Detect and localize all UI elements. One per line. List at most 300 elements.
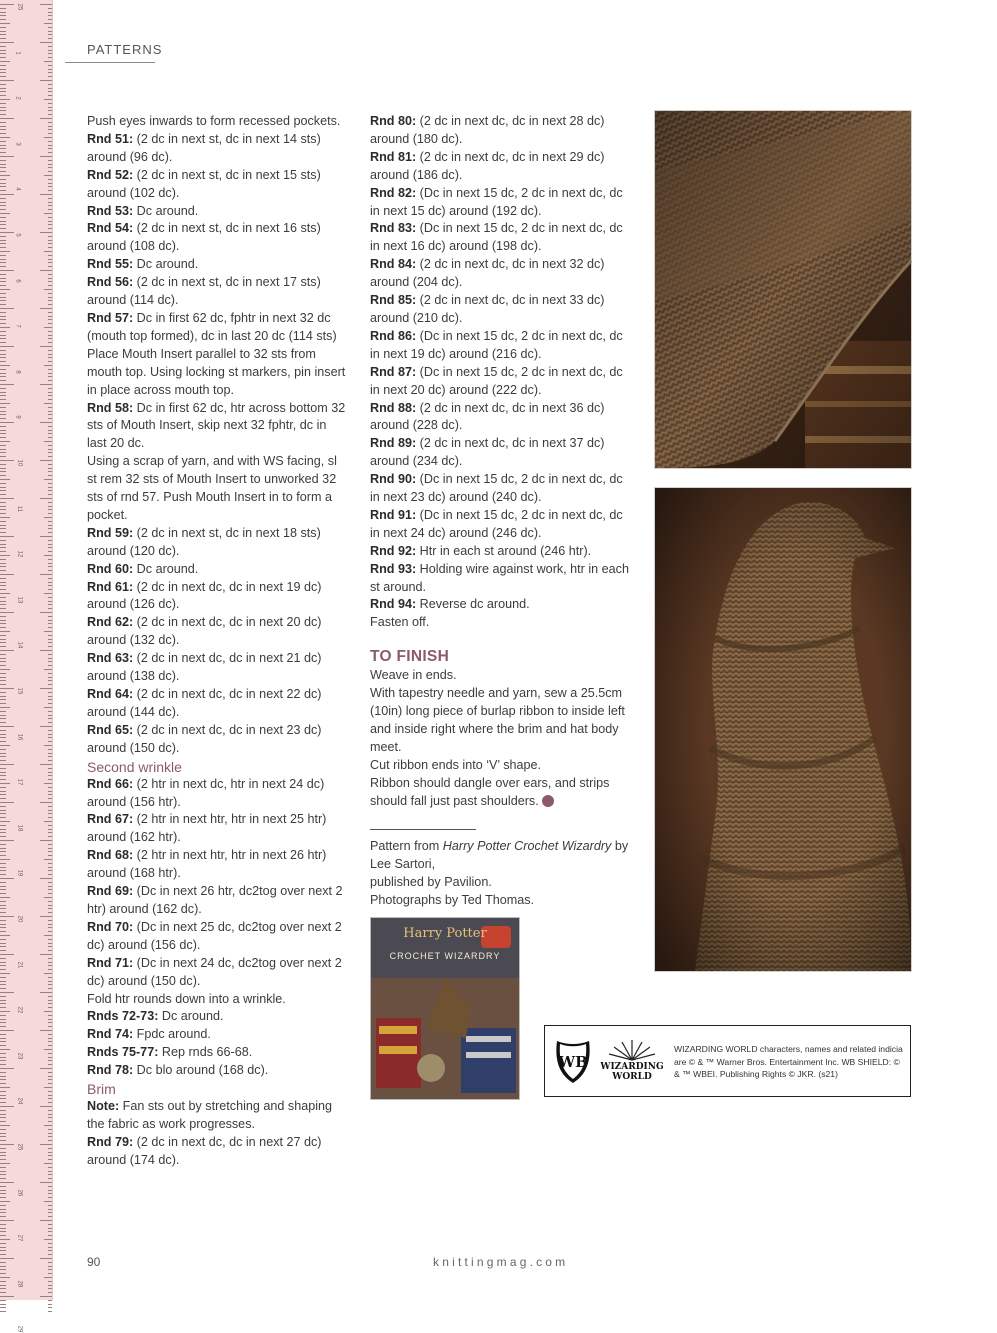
ruler-tick (44, 441, 52, 442)
ruler-tick (0, 407, 6, 408)
ruler-tick (48, 103, 52, 104)
ruler-tick (48, 730, 52, 731)
ruler-label: 22 (16, 1006, 23, 1014)
ruler-tick (0, 1045, 6, 1046)
ruler-tick (48, 927, 52, 928)
ruler-tick (40, 802, 52, 803)
ruler-tick (0, 996, 6, 997)
ruler-tick (0, 1258, 14, 1259)
ruler-tick (0, 920, 6, 921)
ruler-tick (48, 456, 52, 457)
ruler-tick (0, 12, 6, 13)
ruler-tick (0, 886, 6, 887)
round-label: Rnd 84: (370, 257, 417, 272)
ruler-tick (0, 726, 14, 727)
ruler-tick (0, 422, 14, 423)
ruler-tick (0, 418, 6, 419)
ruler-tick (0, 414, 6, 415)
ruler-tick (48, 627, 52, 628)
ruler-tick (44, 61, 52, 62)
ruler-tick (40, 498, 52, 499)
ruler-tick (44, 783, 52, 784)
ruler-tick (0, 943, 6, 944)
ruler-tick (0, 297, 6, 298)
copyright-text: WIZARDING WORLD characters, names and related indicia are © & ™ Warner Bros. Entertainment Inc. WB SHIELD: © & ™ WBEI. Publishing Rights © JKR. (s21) (674, 1044, 903, 1079)
ruler-tick (0, 1266, 6, 1267)
ruler-tick (48, 958, 52, 959)
ruler-tick (48, 654, 52, 655)
round-label: Rnd 79: (87, 1134, 134, 1149)
ruler-tick (0, 775, 6, 776)
ruler-tick (48, 414, 52, 415)
copyright-notice-box (544, 1025, 911, 1097)
ruler-tick (0, 452, 6, 453)
ruler-tick (0, 840, 14, 841)
ruler-tick (0, 973, 10, 974)
pattern-instruction (370, 113, 632, 149)
ruler-tick (0, 392, 6, 393)
ruler-tick (48, 760, 52, 761)
ruler-tick (48, 69, 52, 70)
pattern-instruction (87, 167, 349, 203)
ruler-tick (48, 221, 52, 222)
ruler-tick (48, 1193, 52, 1194)
ruler-tick (48, 582, 52, 583)
ruler-tick (40, 384, 52, 385)
ruler-tick (0, 897, 10, 898)
pattern-instruction (87, 1044, 349, 1062)
ruler-tick (0, 1159, 6, 1160)
ruler-tick (48, 171, 52, 172)
ruler-tick (0, 540, 6, 541)
ruler-tick (0, 99, 10, 100)
ruler-tick (0, 528, 6, 529)
round-text: Dc in first 62 dc, htr across bottom 32 sts of Mouth Insert, skip next 32 fphtr, dc in last 20 dc. (87, 400, 346, 451)
ruler-tick (48, 452, 52, 453)
round-label: Rnd 58: (87, 400, 134, 415)
ruler-tick (48, 863, 52, 864)
ruler-tick (48, 1057, 52, 1058)
ruler-tick (48, 426, 52, 427)
ruler-tick (48, 1007, 52, 1008)
ruler-label: 15 (16, 687, 23, 695)
website-url[interactable]: knittingmag.com (433, 1255, 569, 1269)
ruler-tick (0, 855, 6, 856)
ruler-tick (44, 23, 52, 24)
ruler-tick (0, 1190, 6, 1191)
ruler-tick (0, 927, 6, 928)
ruler-tick (48, 8, 52, 9)
ruler-tick (40, 80, 52, 81)
ruler-tick (0, 1000, 6, 1001)
ruler-tick (48, 373, 52, 374)
ruler-tick (0, 1171, 6, 1172)
ruler-tick (0, 464, 6, 465)
round-text: (2 dc in next dc, dc in next 27 dc) around (174 dc). (87, 1134, 322, 1167)
ruler-tick (48, 699, 52, 700)
ruler-tick (48, 749, 52, 750)
ruler-tick (0, 1053, 6, 1054)
ruler-tick (48, 183, 52, 184)
ruler-tick (48, 601, 52, 602)
ruler-tick (48, 31, 52, 32)
round-label: Rnd 62: (87, 615, 134, 630)
ruler-tick (0, 1178, 6, 1179)
ruler-tick (44, 555, 52, 556)
ruler-tick (48, 445, 52, 446)
ruler-tick (48, 1171, 52, 1172)
ruler-label: 3 (14, 142, 21, 146)
ruler-tick (0, 1235, 6, 1236)
ruler-tick (48, 12, 52, 13)
ruler-tick (44, 213, 52, 214)
ruler-tick (48, 737, 52, 738)
ruler-tick (44, 1049, 52, 1050)
ruler-tick (0, 384, 14, 385)
ruler-tick (0, 912, 6, 913)
ruler-tick (0, 403, 10, 404)
round-label: Rnd 78: (87, 1063, 134, 1078)
ruler-tick (48, 513, 52, 514)
ruler-tick (0, 661, 6, 662)
ruler-tick (0, 240, 6, 241)
ruler-tick (48, 965, 52, 966)
pattern-instruction (87, 991, 349, 1009)
ruler-tick (48, 392, 52, 393)
ruler-tick (48, 680, 52, 681)
ruler-tick (48, 874, 52, 875)
ruler-tick (0, 1292, 6, 1293)
pattern-instruction (87, 131, 349, 167)
ruler-label: 8 (14, 370, 21, 374)
book-cover-title: Harry Potter (403, 926, 487, 941)
ruler-tick (48, 825, 52, 826)
ruler-tick (48, 399, 52, 400)
ruler-tick (48, 1167, 52, 1168)
ruler-tick (48, 46, 52, 47)
pattern-instruction (370, 185, 632, 221)
ruler-tick (48, 578, 52, 579)
round-text: (2 htr in next htr, htr in next 25 htr) around (162 htr). (87, 812, 327, 845)
ruler-tick (0, 1239, 10, 1240)
round-text: (Dc in next 15 dc, 2 dc in next dc, dc in next 19 dc) around (216 dc). (370, 328, 623, 361)
ruler-tick (0, 722, 6, 723)
ruler-tick (0, 107, 6, 108)
round-text: (2 dc in next dc, dc in next 20 dc) around (132 dc). (87, 615, 322, 648)
ruler-label: 9 (14, 415, 21, 420)
round-text: (2 dc in next dc, dc in next 36 dc) around (228 dc). (370, 400, 605, 433)
ruler-tick (0, 1262, 6, 1263)
credit-photos: Photographs by Ted Thomas. (370, 893, 535, 908)
ruler-tick (0, 563, 6, 564)
pattern-instruction (87, 1026, 349, 1044)
ruler-tick (0, 430, 6, 431)
ruler-label: 10 (16, 459, 23, 467)
ruler-tick (48, 65, 52, 66)
ruler-tick (48, 882, 52, 883)
ruler-tick (0, 601, 6, 602)
ruler-tick (0, 593, 10, 594)
ruler-tick (0, 756, 6, 757)
round-text: Dc blo around (168 dc). (133, 1063, 269, 1078)
ruler-tick (0, 357, 6, 358)
ruler-tick (0, 889, 6, 890)
ruler-tick (48, 152, 52, 153)
ruler-tick (0, 810, 6, 811)
ruler-tick (48, 969, 52, 970)
ruler-tick (48, 620, 52, 621)
ruler-tick (0, 658, 6, 659)
round-label: Rnd 57: (87, 310, 134, 325)
ruler-tick (0, 848, 6, 849)
ruler-tick (0, 213, 10, 214)
ruler-tick (48, 262, 52, 263)
ruler-tick (48, 224, 52, 225)
round-label: Rnd 67: (87, 812, 134, 827)
ruler-tick (0, 1072, 6, 1073)
ruler-tick (48, 15, 52, 16)
ruler-tick (48, 1190, 52, 1191)
ruler-tick (48, 1121, 52, 1122)
ruler-label: 19 (16, 870, 23, 877)
ruler-tick (48, 563, 52, 564)
ruler-tick (48, 931, 52, 932)
ruler-tick (0, 57, 6, 58)
ruler-tick (0, 1095, 6, 1096)
ruler-tick (0, 281, 6, 282)
finish-line: Ribbon should dangle over ears, and strips should fall just past shoulders. (370, 775, 610, 808)
round-label: Rnds 75-77: (87, 1045, 159, 1060)
finish-line: Cut ribbon ends into ‘V’ shape. (370, 757, 542, 772)
ruler-tick (48, 756, 52, 757)
ruler-tick (0, 859, 10, 860)
ruler-tick (0, 137, 10, 138)
ruler-tick (0, 772, 6, 773)
ruler-tick (0, 768, 6, 769)
ruler-tick (48, 1095, 52, 1096)
ruler-tick (48, 53, 52, 54)
pattern-instruction (370, 256, 632, 292)
round-text: (Dc in next 15 dc, 2 dc in next dc, dc in next 20 dc) around (222 dc). (370, 364, 623, 397)
ruler-tick (0, 616, 6, 617)
ruler-tick (0, 802, 14, 803)
ruler-tick (48, 851, 52, 852)
ruler-tick (48, 1273, 52, 1274)
ruler-tick (48, 240, 52, 241)
ruler-tick (0, 1148, 6, 1149)
ruler-tick (0, 939, 6, 940)
ruler-tick (48, 57, 52, 58)
ruler-tick (48, 585, 52, 586)
ruler-tick (0, 794, 6, 795)
ruler-tick (0, 126, 6, 127)
ruler-tick (48, 475, 52, 476)
ruler-tick (44, 707, 52, 708)
ruler-tick (0, 650, 14, 651)
ruler-tick (0, 145, 6, 146)
ruler-tick (40, 156, 52, 157)
ruler-tick (0, 988, 6, 989)
ruler-tick (40, 650, 52, 651)
round-label: Rnd 83: (370, 221, 417, 236)
ruler-tick (40, 574, 52, 575)
ruler-tick (40, 1220, 52, 1221)
ruler-tick (0, 639, 6, 640)
ruler-tick (0, 635, 6, 636)
round-label: Rnd 61: (87, 579, 134, 594)
ruler-tick (44, 1239, 52, 1240)
ruler-tick (0, 308, 14, 309)
ruler-tick (0, 460, 14, 461)
ruler-label: 27 (16, 1234, 23, 1242)
ruler-tick (0, 1216, 6, 1217)
ruler-label: 14 (16, 642, 23, 649)
round-label: Rnd 66: (87, 776, 134, 791)
ruler-tick (48, 544, 52, 545)
ruler-tick (0, 544, 6, 545)
ruler-tick (48, 50, 52, 51)
round-label: Rnd 89: (370, 436, 417, 451)
round-label: Rnd 68: (87, 848, 134, 863)
pattern-instruction (370, 435, 632, 471)
ruler-tick (0, 304, 6, 305)
round-label: Rnd 65: (87, 722, 134, 737)
ruler-tick (48, 901, 52, 902)
ruler-tick (0, 23, 10, 24)
ruler-tick (0, 1152, 6, 1153)
ruler-tick (0, 395, 6, 396)
ruler-tick (48, 202, 52, 203)
finish-line: With tapestry needle and yarn, sew a 25.5cm (10in) long piece of burlap ribbon to inside left and inside right where the brim and hat body meet. (370, 686, 625, 754)
ruler-tick (40, 270, 52, 271)
pattern-instruction (87, 453, 349, 525)
ruler-tick (0, 1155, 6, 1156)
ruler-tick (0, 471, 6, 472)
ruler-tick (0, 15, 6, 16)
ruler-tick (48, 570, 52, 571)
round-label: Rnd 85: (370, 293, 417, 308)
ruler-tick (0, 114, 6, 115)
ruler-tick (48, 160, 52, 161)
ruler-tick (0, 331, 6, 332)
ruler-tick (0, 179, 6, 180)
ruler-tick (0, 327, 10, 328)
round-text: (Dc in next 26 htr, dc2tog over next 2 htr) around (162 dc). (87, 884, 343, 916)
ruler-tick (48, 703, 52, 704)
ruler-tick (48, 981, 52, 982)
credit-publisher: published by Pavilion. (370, 875, 492, 890)
ruler-tick (48, 1216, 52, 1217)
ruler-tick (0, 893, 6, 894)
page-number: 90 (87, 1255, 101, 1269)
round-text: (Dc in next 15 dc, 2 dc in next dc, dc in next 24 dc) around (246 dc). (370, 507, 623, 540)
ruler-tick (44, 745, 52, 746)
pattern-instruction (370, 292, 632, 328)
ruler-tick (48, 148, 52, 149)
ruler-tick (48, 886, 52, 887)
ruler-tick (0, 965, 6, 966)
ruler-tick (0, 278, 6, 279)
ruler-tick (0, 441, 10, 442)
ruler-tick (40, 1030, 52, 1031)
ruler-label: 29 (16, 1326, 23, 1333)
ruler-tick (48, 1254, 52, 1255)
ruler-tick (0, 688, 14, 689)
ruler-tick (48, 1083, 52, 1084)
ruler-tick (48, 832, 52, 833)
ruler-tick (0, 494, 6, 495)
round-text: (2 dc in next st, dc in next 14 sts) around (96 dc). (87, 131, 321, 164)
ruler-tick (48, 369, 52, 370)
round-text: (Dc in next 15 dc, 2 dc in next dc, dc in next 15 dc) around (192 dc). (370, 185, 623, 218)
ruler-tick (0, 426, 6, 427)
ruler-tick (0, 969, 6, 970)
ruler-tick (48, 323, 52, 324)
ruler-tick (0, 589, 6, 590)
ruler-tick (0, 1019, 6, 1020)
pattern-instruction (370, 471, 632, 507)
ruler-tick (0, 262, 6, 263)
ruler-tick (48, 114, 52, 115)
ruler-tick (48, 487, 52, 488)
round-text: Dc in first 62 dc, fphtr in next 32 dc (mouth top formed), dc in last 20 dc (114 sts) (87, 310, 337, 343)
ruler-tick (0, 270, 14, 271)
ruler-tick (0, 582, 6, 583)
ruler-tick (0, 411, 6, 412)
ruler-tick (0, 88, 6, 89)
ruler-tick (0, 1205, 6, 1206)
ruler-tick (48, 490, 52, 491)
ruler-tick (0, 335, 6, 336)
ruler-tick (0, 346, 14, 347)
ruler-tick (0, 718, 6, 719)
ruler-tick (0, 1277, 10, 1278)
ruler-tick (0, 935, 10, 936)
ruler-tick (48, 943, 52, 944)
ruler-tick (0, 167, 6, 168)
ruler-tick (48, 1038, 52, 1039)
ruler-tick (48, 122, 52, 123)
ruler-tick (48, 1178, 52, 1179)
ruler-tick (0, 232, 14, 233)
ruler-tick (0, 817, 6, 818)
ruler-tick (48, 110, 52, 111)
ruler-tick (0, 217, 6, 218)
ruler-tick (48, 946, 52, 947)
pattern-instruction (370, 614, 632, 632)
ruler-tick (48, 433, 52, 434)
ruler-tick (44, 973, 52, 974)
round-label: Rnd 56: (87, 275, 134, 290)
pattern-instruction (87, 811, 349, 847)
round-label: Rnd 53: (87, 203, 134, 218)
ruler-tick (40, 916, 52, 917)
ruler-tick (44, 935, 52, 936)
ruler-tick (48, 639, 52, 640)
ruler-tick (0, 711, 6, 712)
pattern-instruction (87, 776, 349, 812)
ruler-tick (48, 1019, 52, 1020)
ruler-label: 25 (16, 3, 23, 11)
round-text: Rep rnds 66-68. (158, 1045, 253, 1060)
ruler-label: 24 (16, 1098, 23, 1105)
ruler-tick (48, 870, 52, 871)
ruler-tick (48, 798, 52, 799)
ruler-tick (48, 1247, 52, 1248)
ruler-tick (44, 859, 52, 860)
ruler-tick (0, 870, 6, 871)
round-text: (2 dc in next dc, dc in next 21 dc) around (138 dc). (87, 651, 322, 684)
